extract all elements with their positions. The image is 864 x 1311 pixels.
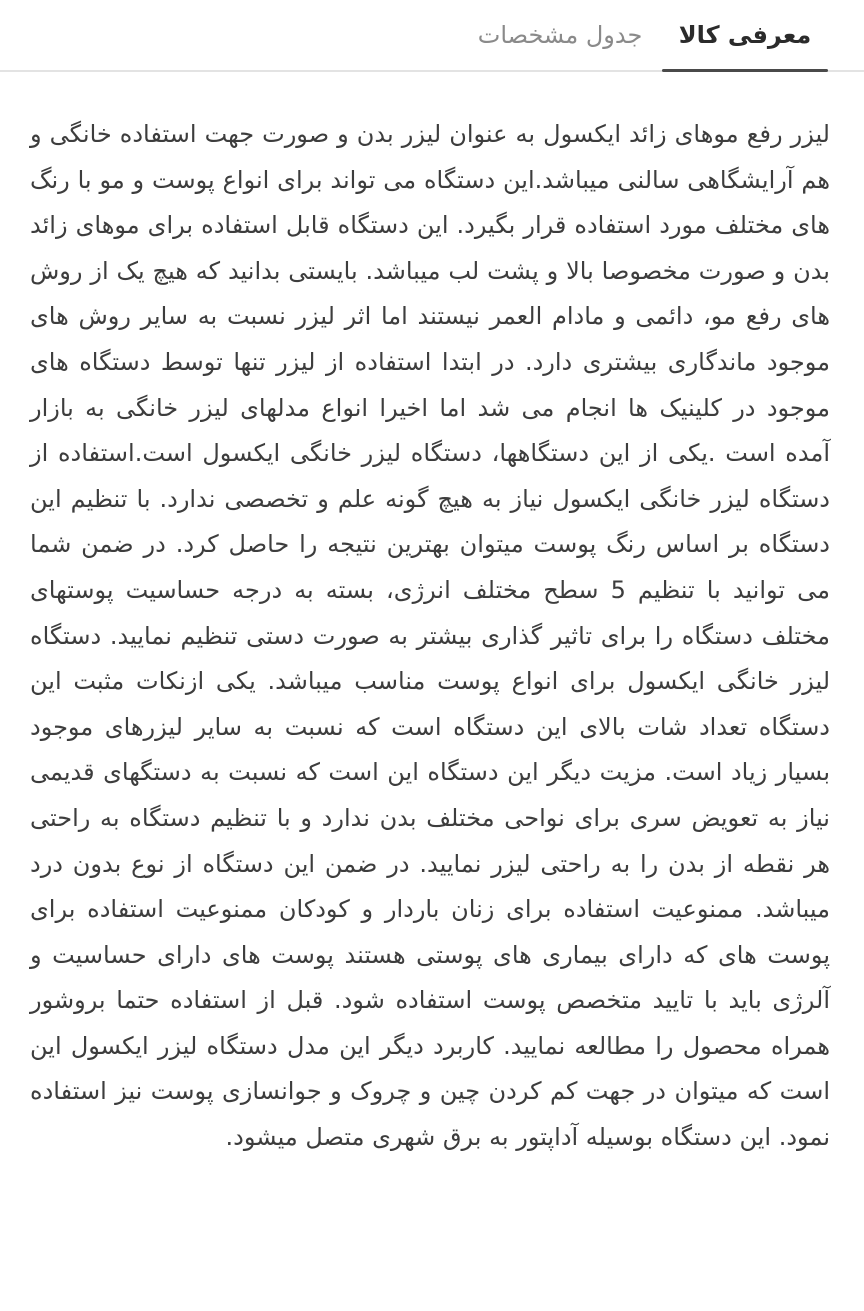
tab-product-intro[interactable] [662, 0, 828, 70]
description-text: لیزر رفع موهای زائد ایکسول به عنوان لیزر بدن و صورت جهت استفاده خانگی و هم آرایشگاهی سالنی میباشد.این دستگاه می تواند برای انواع پوست و مو با رنگ های مختلف مورد استفاده قرار بگیرد. این دستگاه قابل استفاده برای موهای زائد بدن و صورت مخصوصا بالا و پشت لب میباشد. بایستی بدانید که هیچ یک از روش های رفع مو، دائمی و مادام العمر نیستند اما اثر لیزر نسبت به سایر روش های موجود ماندگاری بیشتری دارد. در ابتدا استفاده از لیزر تنها توسط دستگاه های موجود در کلینیک ها انجام می شد اما اخیرا انواع مدلهای لیزر خانگی به بازار آمده است .یکی از این دستگاهها، دستگاه لیزر خانگی ایکسول است.استفاده از دستگاه لیزر خانگی ایکسول نیاز به هیچ گونه علم و تخصصی ندارد. با تنظیم این دستگاه بر اساس رنگ پوست میتوان بهترین نتیجه را حاصل کرد. در ضمن شما می توانید با تنظیم 5 سطح مختلف انرژی، بسته به درجه حساسیت پوستهای مختلف دستگاه را برای تاثیر گذاری بیشتر به صورت دستی تنظیم نمایید. دستگاه لیزر خانگی ایکسول برای انواع پوست مناسب میباشد. یکی ازنکات مثبت این دستگاه تعداد شات بالای این دستگاه است که نسبت به سایر لیزرهای موجود بسیار زیاد است. مزیت دیگر این دستگاه این است که نسبت به دستگهای قدیمی نیاز به تعویض سری برای نواحی مختلف بدن ندارد و با تنظیم دستگاه به راحتی هر نقطه از بدن را به راحتی لیزر نمایید. در ضمن این دستگاه از نوع بدون درد میباشد. ممنوعیت استفاده برای زنان باردار و کودکان ممنوعیت استفاده برای پوست های که دارای بیماری های پوستی هستند پوست های دارای حساسیت و آلرژی باید با تایید متخصص پوست استفاده شود. قبل از استفاده حتما بروشور همراه محصول را مطالعه نمایید. کاربرد دیگر این مدل دستگاه لیزر ایکسول این است که میتوان در جهت کم کردن چین و چروک و جوانسازی پوست نیز استفاده نمود. این دستگاه بوسیله آداپتور به برق شهری متصل میشود. [30, 120, 830, 1152]
tab-specifications-label: جدول مشخصات [477, 21, 643, 49]
tab-product-intro-label: معرفی کالا [678, 21, 812, 49]
tab-bar [0, 0, 864, 72]
tab-specifications[interactable] [458, 0, 662, 70]
